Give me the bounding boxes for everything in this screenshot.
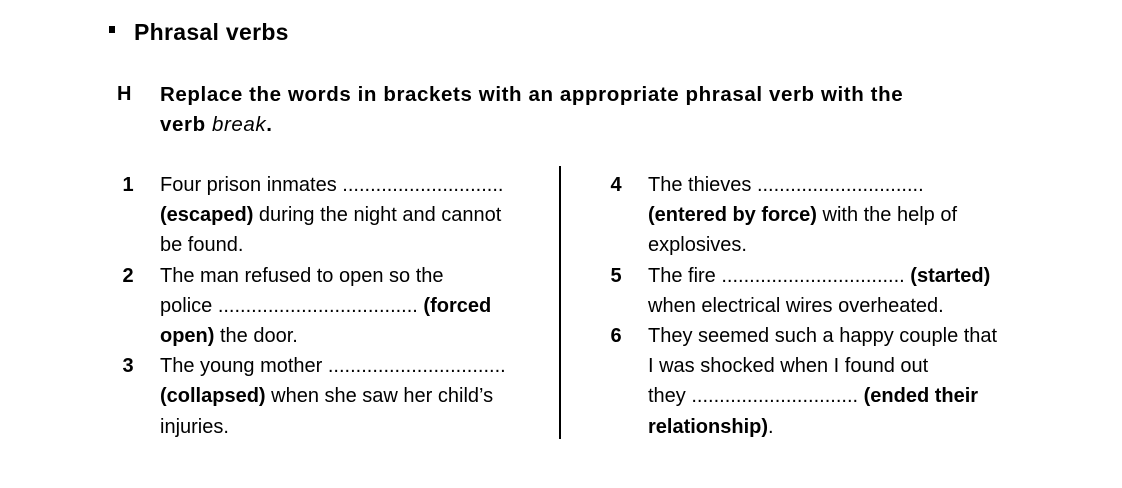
item-line (648, 321, 1026, 351)
instruction-line-2 (160, 110, 1020, 140)
item-text: The man refused to open so the (160, 264, 444, 287)
item-number: 1 (122, 174, 134, 196)
item-text: I was shocked when I found out (648, 355, 929, 378)
instruction-line-1: Replace the words in brackets with an appropriate phrasal verb with the (160, 83, 904, 106)
item-text: The fire ................................. (648, 264, 911, 287)
item-text: they .............................. (648, 385, 864, 408)
exercise-item-6 (606, 321, 1026, 442)
item-line (160, 261, 538, 291)
item-number: 5 (610, 264, 622, 287)
item-line (160, 351, 538, 381)
item-prompt: (escaped) (160, 204, 254, 227)
item-text: the door. (214, 325, 298, 348)
item-number: 4 (610, 174, 622, 196)
item-prompt: open) (160, 325, 215, 348)
instruction-period: . (266, 113, 273, 136)
exercise-item-5 (606, 261, 1026, 321)
item-line (648, 351, 1026, 381)
item-prompt: (forced (423, 294, 492, 317)
item-line (160, 412, 538, 442)
item-text: The young mother ................................ (160, 355, 506, 378)
item-prompt: (ended their (863, 385, 979, 408)
right-column (606, 170, 1026, 442)
item-prompt: (entered by force) (648, 204, 817, 227)
exercise-instruction (160, 80, 1020, 140)
item-line (648, 200, 1026, 230)
exercise-letter: H (117, 83, 132, 105)
left-column (118, 170, 538, 442)
exercise-item-4 (606, 170, 1026, 261)
section-bullet (109, 26, 115, 33)
item-line (160, 291, 538, 321)
item-line (160, 381, 538, 411)
item-line (648, 170, 1026, 200)
item-text: with the help of (816, 204, 958, 227)
section-title: Phrasal verbs (134, 19, 289, 45)
exercise-item-1 (118, 170, 538, 261)
item-text: be found. (160, 234, 244, 257)
item-text: The thieves .............................. (648, 174, 924, 196)
item-text: during the night and cannot (253, 204, 502, 227)
item-line (648, 230, 1026, 260)
item-line (648, 261, 1026, 291)
item-prompt: relationship) (648, 415, 769, 438)
column-divider (559, 166, 561, 439)
exercise-item-2 (118, 261, 538, 352)
item-line (160, 200, 538, 230)
item-text: Four prison inmates ............................. (160, 174, 504, 196)
item-line (160, 230, 538, 260)
instruction-verb-word: verb (160, 113, 206, 136)
item-number: 3 (122, 355, 134, 378)
item-text: They seemed such a happy couple that (648, 325, 998, 348)
item-text: when electrical wires overheated. (648, 294, 944, 317)
instruction-target-verb: break (212, 113, 267, 136)
item-text: when she saw her child’s (265, 385, 494, 408)
item-number: 2 (122, 264, 134, 287)
item-prompt: (collapsed) (160, 385, 266, 408)
item-prompt: (started) (910, 264, 991, 287)
item-text: injuries. (160, 415, 229, 438)
item-line (648, 412, 1026, 442)
exercise-item-3 (118, 351, 538, 442)
item-text: explosives. (648, 234, 747, 257)
item-number: 6 (610, 325, 622, 348)
item-line (160, 321, 538, 351)
item-line (648, 381, 1026, 411)
item-line (648, 291, 1026, 321)
item-text: police .................................... (160, 294, 424, 317)
item-text: . (768, 415, 774, 438)
item-line (160, 170, 538, 200)
